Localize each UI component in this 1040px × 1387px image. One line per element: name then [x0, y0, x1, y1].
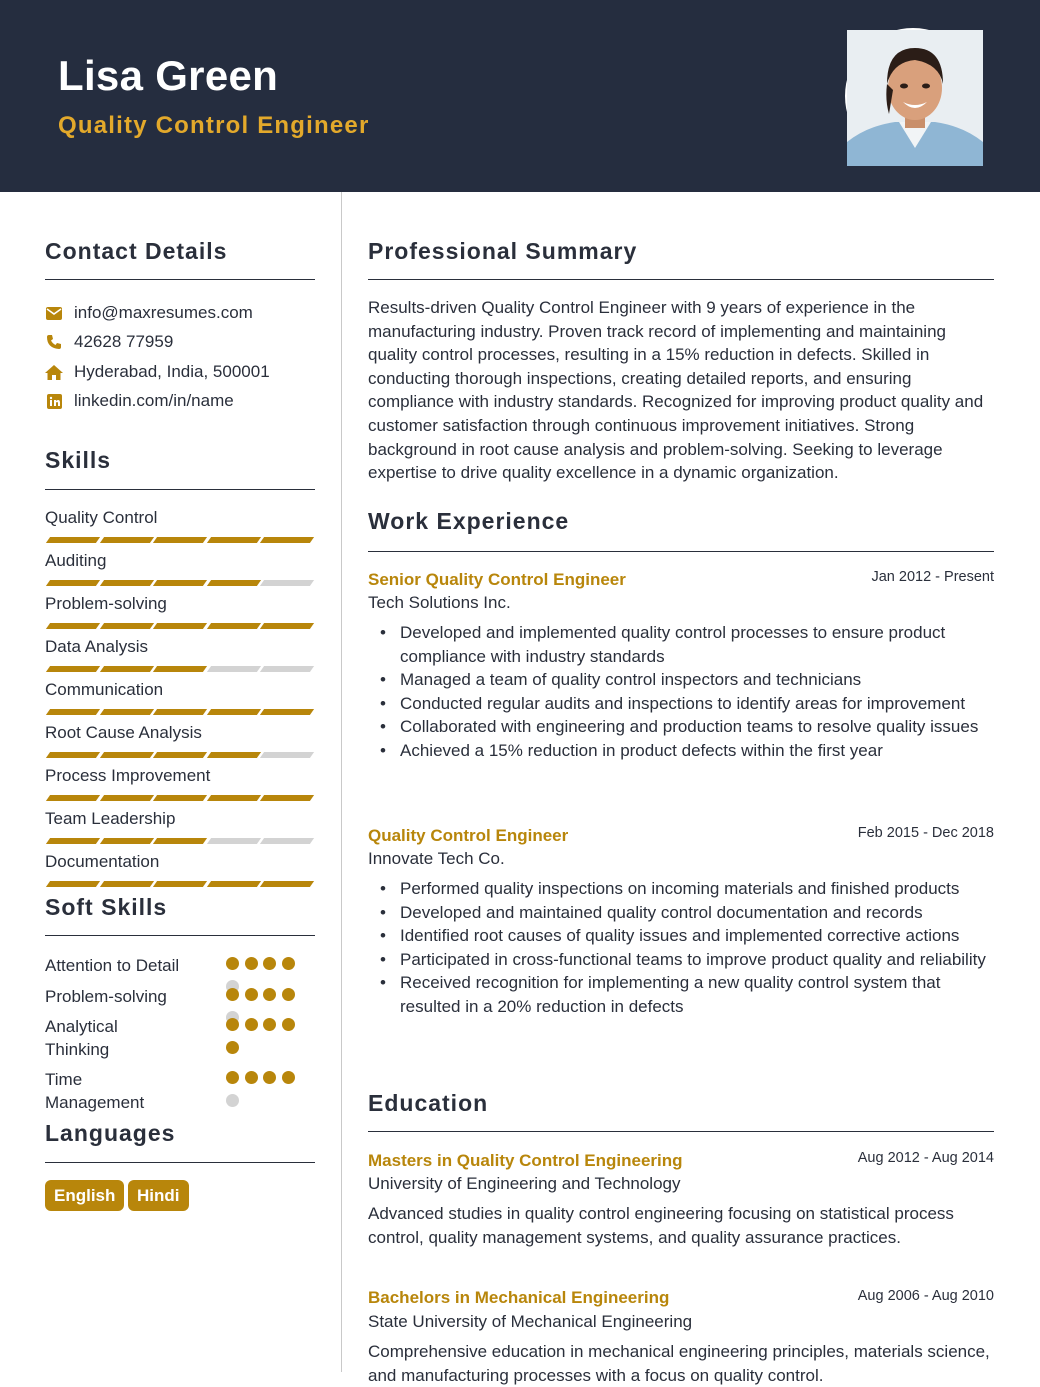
rating-dot-filled [282, 988, 295, 1001]
skill-name: Problem-solving [45, 594, 167, 613]
linkedin-icon [45, 392, 63, 410]
rating-dot-filled [245, 988, 258, 1001]
profile-photo [845, 28, 981, 164]
candidate-title: Quality Control Engineer [58, 112, 370, 139]
contact-divider [45, 279, 315, 280]
summary-text: Results-driven Quality Control Engineer with 9 years of experience in the manufacturing industry. Proven track record of implementing and maintaining quality control processes, resulting in a 15% reduction in defects. Skilled in conducting thorough inspections, creating detailed reports, and ensuring compliance with industry standards. Recognized for improving product quality and customer satisfaction through continuous improvement initiatives. Strong background in root cause analysis and problem-solving. Seeking to leverage expertise to drive quality excellence in a dynamic organization. [368, 298, 984, 483]
contact-phone-text: 42628 77959 [74, 332, 174, 351]
skill-segment-filled [46, 709, 100, 715]
skill-name: Communication [45, 680, 164, 699]
skill-segment-filled [153, 709, 207, 715]
skill-level-bar [45, 580, 313, 586]
skill-segment-filled [260, 537, 314, 543]
column-divider [341, 192, 342, 1372]
degree-description: Comprehensive education in mechanical engineering principles, materials science, and manufacturing processes with a focus on quality control. [368, 1342, 990, 1385]
job-dates: Jan 2012 - Present [871, 569, 994, 585]
school-name: State University of Mechanical Engineering [368, 1312, 693, 1331]
skill-segment-filled [153, 537, 207, 543]
skill-segment-empty [260, 752, 314, 758]
contact-address [45, 362, 270, 382]
skill-name: Process Improvement [45, 766, 211, 785]
skill-segment-filled [46, 623, 100, 629]
header-banner [0, 0, 1040, 192]
rating-dot-filled [263, 957, 276, 970]
rating-dot-filled [226, 957, 239, 970]
skill-name: Auditing [45, 551, 107, 570]
language-badge: Hindi [128, 1180, 189, 1211]
skill-segment-filled [46, 580, 100, 586]
experience-divider [368, 551, 994, 552]
skill-segment-filled [206, 881, 260, 887]
skill-name: Quality Control [45, 508, 158, 527]
candidate-name: Lisa Green [58, 52, 279, 99]
skill-level-bar [45, 623, 313, 629]
job-bullets [368, 877, 994, 1019]
soft-skill-name: Time Management [45, 1070, 145, 1112]
rating-dot-filled [245, 1018, 258, 1031]
skill-segment-filled [46, 795, 100, 801]
skill-level-bar [45, 838, 313, 844]
job-bullets [368, 621, 994, 763]
skill-segment-empty [206, 666, 260, 672]
contact-phone[interactable] [45, 332, 173, 352]
skill-segment-filled [99, 580, 153, 586]
skill-segment-filled [206, 752, 260, 758]
skill-name: Data Analysis [45, 637, 148, 656]
skill-segment-filled [46, 838, 100, 844]
skill-level-bar [45, 795, 313, 801]
soft-skill-name: Analytical Thinking [45, 1017, 118, 1059]
job-title: Senior Quality Control Engineer [368, 570, 626, 589]
skill-segment-filled [153, 881, 207, 887]
job-bullet: • Developed and implemented quality control processes to ensure product compliance with industry standards [368, 621, 994, 668]
skill-segment-filled [260, 795, 314, 801]
degree-dates: Aug 2012 - Aug 2014 [857, 1150, 994, 1166]
job-dates: Feb 2015 - Dec 2018 [857, 825, 994, 841]
skill-segment-filled [46, 666, 100, 672]
skill-level-bar [45, 666, 313, 672]
skill-name: Team Leadership [45, 809, 176, 828]
skill-segment-filled [99, 709, 153, 715]
skill-segment-filled [206, 709, 260, 715]
skill-segment-filled [153, 623, 207, 629]
contact-email[interactable] [45, 303, 253, 323]
rating-dot-filled [226, 988, 239, 1001]
skill-segment-empty [206, 838, 260, 844]
job-bullet: • Identified root causes of quality issues and implemented corrective actions [368, 924, 994, 948]
skill-segment-filled [206, 537, 260, 543]
rating-dot-filled [226, 1041, 239, 1054]
skills-heading: Skills [45, 447, 112, 473]
experience-heading: Work Experience [368, 508, 570, 534]
skill-name: Root Cause Analysis [45, 723, 202, 742]
skill-level-bar [45, 537, 313, 543]
contact-address-text: Hyderabad, India, 500001 [74, 362, 270, 381]
degree-title: Masters in Quality Control Engineering [368, 1151, 683, 1170]
rating-dot-filled [245, 1071, 258, 1084]
job-bullet: • Performed quality inspections on incoming materials and finished products [368, 877, 994, 901]
skill-segment-filled [99, 881, 153, 887]
skill-segment-filled [99, 623, 153, 629]
job-company: Tech Solutions Inc. [368, 593, 511, 612]
skill-segment-filled [99, 752, 153, 758]
skill-segment-filled [46, 537, 100, 543]
job-bullet: • Managed a team of quality control inspectors and technicians [368, 668, 994, 692]
rating-dot-filled [226, 1018, 239, 1031]
soft-skills-divider [45, 935, 315, 936]
skill-segment-filled [206, 795, 260, 801]
job-bullet: • Collaborated with engineering and production teams to resolve quality issues [368, 715, 994, 739]
job-bullet: • Achieved a 15% reduction in product defects within the first year [368, 739, 994, 763]
job-bullet: • Received recognition for implementing a new quality control system that resulted in a 20% reduction in defects [368, 971, 994, 1018]
rating-dot-filled [282, 1071, 295, 1084]
job-title: Quality Control Engineer [368, 826, 569, 845]
skill-segment-filled [99, 795, 153, 801]
rating-dot-filled [282, 1018, 295, 1031]
skill-segment-filled [260, 709, 314, 715]
skill-segment-empty [260, 580, 314, 586]
rating-dot-empty [226, 1094, 239, 1107]
degree-description: Advanced studies in quality control engineering focusing on statistical process control, quality management systems, and quality assurance practices. [368, 1204, 954, 1247]
education-heading: Education [368, 1090, 489, 1116]
skill-segment-filled [99, 666, 153, 672]
skill-segment-filled [260, 881, 314, 887]
rating-dot-filled [226, 1071, 239, 1084]
contact-linkedin[interactable] [45, 391, 234, 411]
languages-heading: Languages [45, 1120, 176, 1146]
degree-title: Bachelors in Mechanical Engineering [368, 1288, 670, 1307]
summary-heading: Professional Summary [368, 238, 638, 264]
skill-name: Documentation [45, 852, 160, 871]
rating-dot-filled [263, 988, 276, 1001]
soft-skill-name: Problem-solving [45, 987, 167, 1006]
soft-skill-name: Attention to Detail [45, 956, 180, 975]
contact-linkedin-text: linkedin.com/in/name [74, 391, 234, 410]
contact-heading: Contact Details [45, 238, 228, 264]
skill-segment-filled [46, 752, 100, 758]
skill-level-bar [45, 752, 313, 758]
rating-dot-filled [263, 1018, 276, 1031]
skills-divider [45, 489, 315, 490]
skill-segment-empty [260, 666, 314, 672]
skill-segment-filled [153, 795, 207, 801]
skill-segment-filled [206, 623, 260, 629]
skill-segment-filled [260, 623, 314, 629]
job-bullet: • Participated in cross-functional teams to improve product quality and reliability [368, 948, 994, 972]
rating-dot-filled [282, 957, 295, 970]
languages-divider [45, 1162, 315, 1163]
skill-segment-filled [153, 752, 207, 758]
skill-segment-filled [99, 537, 153, 543]
skill-segment-filled [46, 881, 100, 887]
soft-skills-heading: Soft Skills [45, 894, 168, 920]
skill-segment-filled [153, 838, 207, 844]
degree-dates: Aug 2006 - Aug 2010 [857, 1288, 994, 1304]
skill-segment-empty [260, 838, 314, 844]
summary-divider [368, 279, 994, 280]
rating-dot-filled [245, 957, 258, 970]
education-divider [368, 1131, 994, 1132]
skill-level-bar [45, 881, 313, 887]
home-icon [45, 363, 63, 381]
job-bullet: • Developed and maintained quality control documentation and records [368, 901, 994, 925]
job-bullet: • Conducted regular audits and inspections to identify areas for improvement [368, 692, 994, 716]
skill-segment-filled [153, 580, 207, 586]
profile-photo-image [847, 30, 983, 166]
skill-segment-filled [206, 580, 260, 586]
job-company: Innovate Tech Co. [368, 849, 505, 868]
skill-segment-filled [153, 666, 207, 672]
rating-dot-filled [263, 1071, 276, 1084]
contact-email-text: info@maxresumes.com [74, 303, 253, 322]
email-icon [45, 304, 63, 322]
skill-level-bar [45, 709, 313, 715]
language-badge: English [45, 1180, 124, 1211]
skill-segment-filled [99, 838, 153, 844]
phone-icon [45, 333, 63, 351]
school-name: University of Engineering and Technology [368, 1174, 681, 1193]
